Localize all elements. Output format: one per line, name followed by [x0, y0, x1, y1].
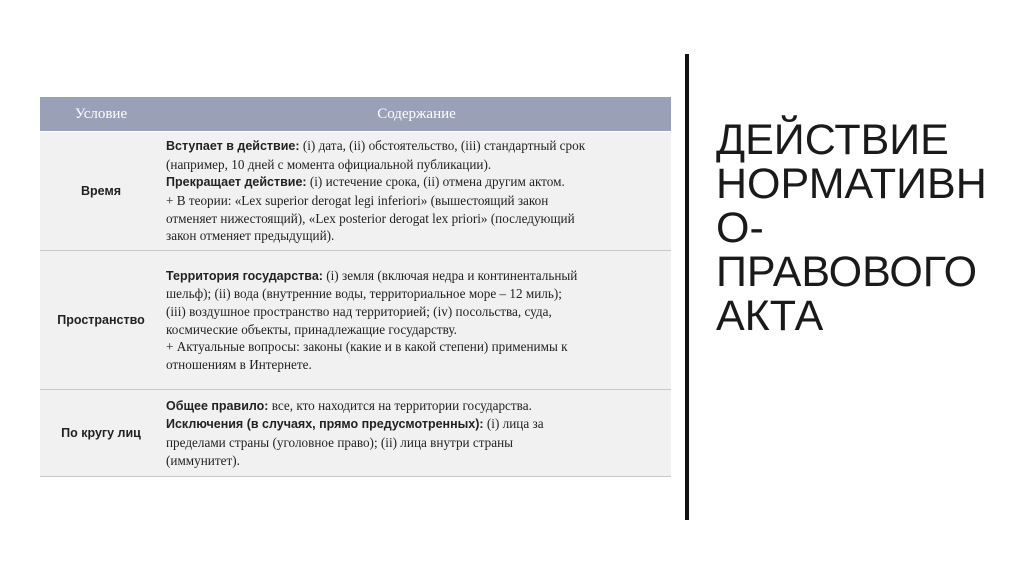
- table-row: [40, 390, 671, 477]
- row-condition: Пространство: [57, 313, 145, 327]
- content-line: отменяет нижестоящий), «Lex posterior derogat lex priori» (последующий: [166, 210, 575, 226]
- conditions-table: [40, 97, 671, 477]
- table-row: [40, 251, 671, 390]
- content-line: (иммунитет).: [166, 452, 240, 468]
- row-content: [162, 390, 671, 477]
- content-line: закон отменяет предыдущий).: [166, 228, 335, 244]
- title-line: ДЕЙСТВИЕ: [716, 116, 949, 164]
- content-line: (например, 10 дней с момента официальной публикации).: [166, 156, 492, 172]
- title-line: О-: [716, 204, 764, 252]
- title-line: ПРАВОВОГО: [716, 248, 978, 296]
- title-line: НОРМАТИВН: [716, 160, 987, 208]
- row-condition: Время: [81, 184, 121, 198]
- content-line: Территория государства: (i) земля (включая недра и континентальный: [166, 267, 578, 283]
- slide-title: [716, 118, 1016, 338]
- table-row: [40, 132, 671, 251]
- content-line: пределами страны (уголовное право); (ii) лица внутри страны: [166, 435, 514, 450]
- content-line: Общее правило: все, кто находится на территории государства.: [166, 397, 532, 413]
- content-line: шельф); (ii) вода (внутренние воды, территориальное море – 12 миль);: [166, 286, 562, 302]
- header-content: Содержание: [162, 97, 671, 132]
- content-line: Исключения (в случаях, прямо предусмотренных): (i) лица за: [166, 416, 544, 432]
- title-line: АКТА: [716, 292, 824, 340]
- content-line: (iii) воздушное пространство над территорией; (iv) посольства, суда,: [166, 303, 552, 319]
- content-line: + В теории: «Lex superior derogat legi inferiori» (вышестоящий закон: [166, 193, 549, 208]
- row-content: [162, 132, 671, 251]
- row-condition: По кругу лиц: [61, 426, 141, 440]
- header-condition: Условие: [40, 97, 162, 132]
- content-line: отношениям в Интернете.: [166, 356, 312, 372]
- content-line: + Актуальные вопросы: законы (какие и в какой степени) применимы к: [166, 339, 568, 355]
- table-header-row: [40, 97, 671, 132]
- content-line: космические объекты, принадлежащие государству.: [166, 321, 457, 337]
- content-line: Вступает в действие: (i) дата, (ii) обстоятельство, (iii) стандартный срок: [166, 138, 586, 154]
- vertical-divider: [685, 54, 689, 520]
- content-line: Прекращает действие: (i) истечение срока, (ii) отмена другим актом.: [166, 174, 565, 190]
- row-content: [162, 251, 671, 390]
